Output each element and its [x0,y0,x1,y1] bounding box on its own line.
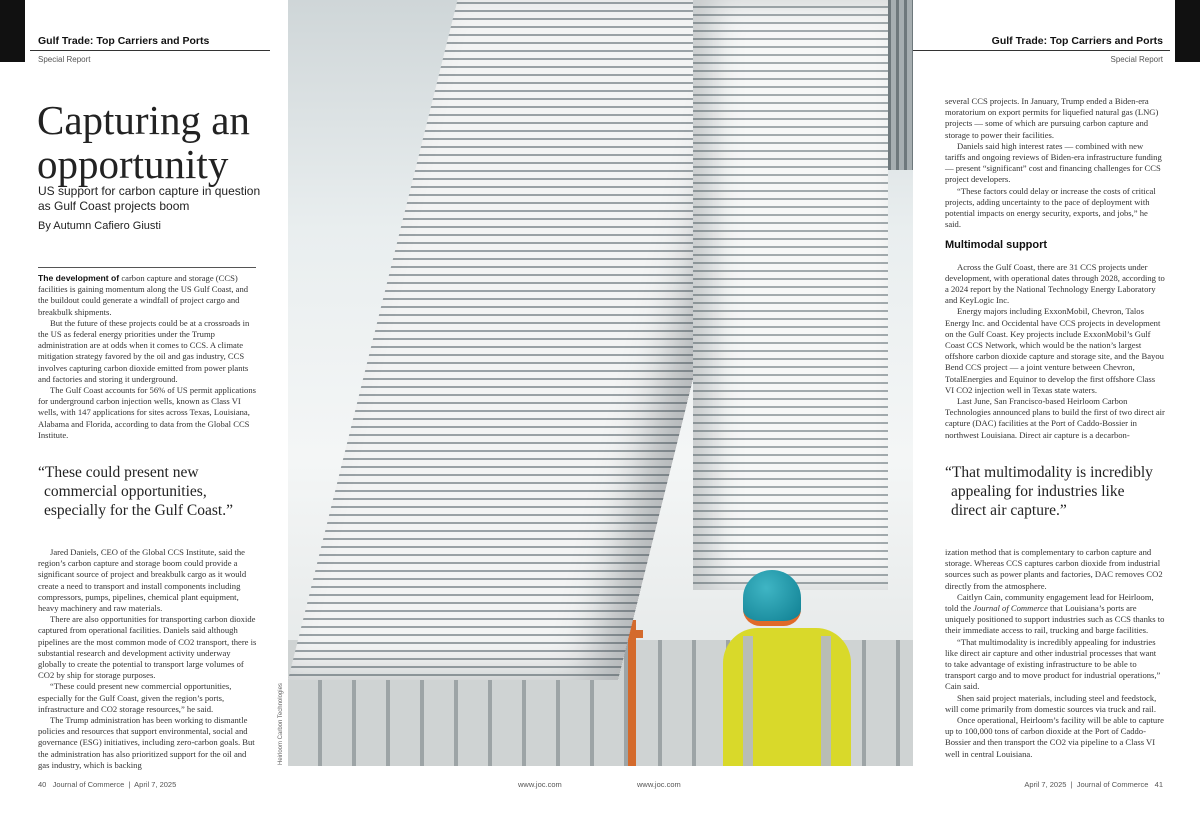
worker-safety-vest [723,628,851,766]
paragraph: The Gulf Coast accounts for 56% of US permit applications for underground carbon injection wells, known as Class VI wells, with 147 applications for sites across Texas, Louisiana, Alabama and Florida, according to data from the Global CCS Institute. [38,385,256,440]
paragraph-text: Caitlyn Cain, community engagement lead for Heirloom, told the [945,591,1154,614]
pull-quote-2 [945,463,1175,520]
pull-quote-line: commercial opportunities, [44,483,207,500]
pull-quote-1 [38,463,268,520]
pull-quote-line: direct air capture.” [951,502,1067,519]
title-line: Capturing an [37,97,250,143]
paragraph-text: carbon capture and storage (CCS) facilities is gaining momentum along the US Gulf Coast, and the buildout could generate a windfall of project cargo and breakbulk shipments. [38,273,249,317]
folio-right: April 7, 2025 | Journal of Commerce 41 [1024,780,1163,789]
paragraph: “These could present new commercial opportunities, especially for the Gulf Coast, given the region’s ports, infrastructure and CO2 storage resources,” he said. [38,681,232,714]
page-tab-left [0,0,25,62]
body-column-1a [38,273,258,441]
paragraph: Shen said project materials, including steel and feedstock, will come primarily from domestic sources via truck and rail. [945,692,1157,714]
page-tab-right [1175,0,1200,62]
hard-hat [743,570,801,626]
paragraph: Daniels said high interest rates — combined with new tariffs and ongoing reviews of Biden-era infrastructure funding — present “significant” cost and financing challenges for CCS project developers. [945,140,1162,185]
url-right[interactable]: www.joc.com [637,780,681,789]
paragraph: ization method that is complementary to carbon capture and storage. Whereas CCS captures carbon dioxide from industrial sources such as power plants and factories, DAC removes CO2 directly from the atmosphere. [945,547,1163,591]
paragraph: The Trump administration has been working to dismantle policies and resources that support environmental, social and governance (ESG) initiatives, including zero-carbon goals. But the administration has also prioritized support for the oil and gas industry, which is backing [38,715,255,770]
body-column-2a [945,96,1165,441]
pull-quote-line: “That multimodality is incredibly [945,464,1153,481]
paragraph: Energy majors including ExxonMobil, Chevron, Talos Energy Inc. and Occidental have CCS projects in development on the Gulf Coast. Key projects include ExxonMobil’s Gulf Coast CCS Network, which would be the nation’s largest offshore carbon dioxide capture and storage site, and the Bayou Bend CCS project — a joint venture between Chevron, TotalEnergies and Equinor to develop the first offshore Class VI CO2 injection well in Texas state waters. [945,306,1164,395]
paragraph [38,273,258,318]
divider [38,267,256,268]
body-column-2b [945,547,1165,760]
pull-quote-line: appealing for industries like [951,483,1125,500]
paragraph: There are also opportunities for transporting carbon dioxide captured from operational facilities. Daniels said although pipelines are the most common mode of CO2 transport, there is substantial research and development activity underway globally to create the potential to transport large volumes of CO2 by ship for storage purposes. [38,614,257,681]
url-left[interactable]: www.joc.com [518,780,562,789]
paragraph: Last June, San Francisco-based Heirloom Carbon Technologies announced plans to build the first of two direct air capture (DAC) facilities at the Port of Caddo-Bossier in northwest Louisiana. Direct air capture is a decarbon- [945,396,1165,440]
paragraph: “That multimodality is incredibly appealing for industries like direct air capture and other industrial processes that want to take advantage of existing infrastructure to be able to transport cargo and to move product for industrial operations,” Cain said. [945,636,1161,692]
section-header-right: Gulf Trade: Top Carriers and Ports [913,35,1170,51]
folio-left: 40 Journal of Commerce | April 7, 2025 [38,780,177,789]
photo-beam [628,620,636,766]
body-column-1b [38,547,258,771]
special-report-label-right: Special Report [1110,55,1163,64]
paragraph: But the future of these projects could be at a crossroads in the US as federal energy priorities under the Trump administration are at odds when it comes to CCS. A climate mitigation strategy favored by the oil and gas industry, CCS involves capturing carbon dioxide emitted from power plants and factories and storing it underground. [38,317,250,384]
article-title [37,98,250,186]
section-header-left: Gulf Trade: Top Carriers and Ports [30,35,270,51]
subheading: Multimodal support [945,239,1048,252]
paragraph: Once operational, Heirloom’s facility will be able to capture up to 100,000 tons of carbon dioxide at the Port of Caddo-Bossier and then transport the CO2 via pipeline to a Class VI well in central Louisiana. [945,715,1164,759]
paragraph: several CCS projects. In January, Trump ended a Biden-era moratorium on export permits for liquefied natural gas (LNG) projects — some of which are pursuing carbon capture and storage to power their facilities. [945,96,1159,140]
pull-quote-line: especially for the Gulf Coast.” [44,502,233,519]
paragraph-text: that Louisiana’s ports are uniquely positioned to support industries such as CCS thanks to their immediate access to rail, trucking and barge facilities. [945,603,1165,636]
publication-name: Journal of Commerce [973,603,1048,614]
byline: By Autumn Cafiero Giusti [38,220,161,232]
special-report-label-left: Special Report [38,55,91,64]
paragraph [945,592,1165,637]
paragraph: “These factors could delay or increase the costs of critical projects, adding uncertainty to the pace of deployment with potential impacts on energy security, exports, and jobs,” he said. [945,185,1156,230]
lead-in: The development of [38,273,120,283]
title-line: opportunity [37,141,229,187]
photo-credit: Heirloom Carbon Technologies [278,683,284,765]
paragraph: Across the Gulf Coast, there are 31 CCS projects under development, with operational dates through 2028, according to a 2024 report by the National Technology Energy Laboratory and KeyLogic Inc. [945,261,1165,306]
air-contactor-stack [693,0,888,590]
paragraph: Jared Daniels, CEO of the Global CCS Institute, said the region’s carbon capture and storage boom could provide a significant source of project and breakbulk cargo as it would create a need to transport and install components including compressors, pumps, pipelines, chemical plant equipment, heavy machinery and raw materials. [38,547,247,614]
pull-quote-line: “These could present new [38,464,199,481]
article-deck: US support for carbon capture in question as Gulf Coast projects boom [38,184,261,213]
article-photo-dac-facility [288,0,913,766]
